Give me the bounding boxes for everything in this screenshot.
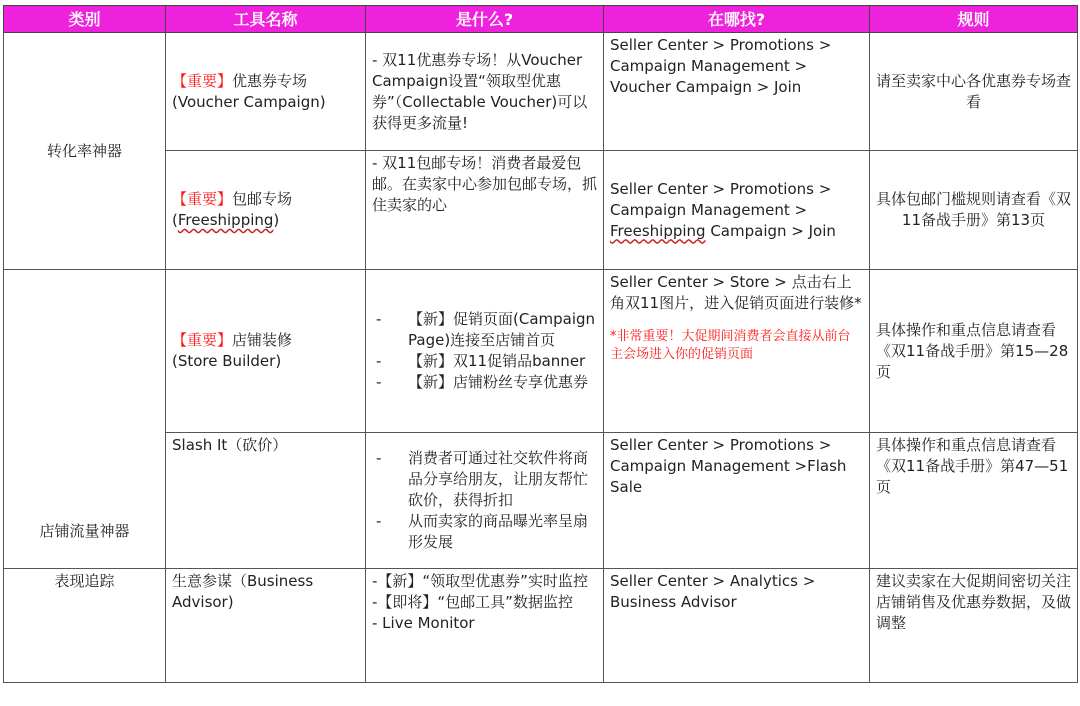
what-slash-it: [366, 433, 604, 569]
freeshipping-word: Freeshipping: [177, 211, 274, 229]
tool-name-main: 优惠券专场: [232, 71, 308, 90]
header-tool-name: 工具名称: [166, 6, 366, 33]
list-item: - Live Monitor: [372, 614, 475, 632]
where-path-word: Freeshipping: [610, 221, 706, 240]
tool-name-freeshipping: [166, 151, 366, 270]
list-item: - 【新】双11促销品banner: [372, 351, 597, 372]
tool-name-sub: (Voucher Campaign): [172, 92, 326, 111]
header-rules: 规则: [870, 6, 1078, 33]
where-business-advisor: Seller Center > Analytics > Business Advisor: [604, 569, 870, 683]
where-path-start: Seller Center > Promotions > Campaign Management >: [610, 179, 832, 219]
list-item: - 消费者可通过社交软件将商品分享给朋友，让朋友帮忙砍价，获得折扣: [372, 448, 597, 511]
tool-name-store-builder: [166, 270, 366, 433]
rule-store-builder: 具体操作和重点信息请查看《双11备战手册》第15—28页: [870, 270, 1078, 433]
rule-business-advisor: 建议卖家在大促期间密切关注店铺销售及优惠券数据，及做调整: [870, 569, 1078, 683]
tool-name-main: 包邮专场: [232, 190, 293, 208]
table-row-freeshipping: [4, 151, 1078, 270]
table-row-slash-it: [4, 433, 1078, 569]
header-what: 是什么?: [366, 6, 604, 33]
tools-table: [3, 5, 1078, 683]
header-category: 类别: [4, 6, 166, 33]
tool-name-slash-it: Slash It（砍价）: [166, 433, 366, 569]
what-business-advisor: [366, 569, 604, 683]
where-slash-it: Seller Center > Promotions > Campaign Management >Flash Sale: [604, 433, 870, 569]
tool-name-sub: (Store Builder): [172, 352, 282, 370]
where-freeshipping: [604, 151, 870, 270]
where-path-end: Campaign > Join: [705, 221, 836, 240]
header-row: [4, 6, 1078, 33]
tool-name-voucher: [166, 33, 366, 151]
table-row-voucher: [4, 33, 1078, 151]
where-path: Seller Center > Store > 点击右上角双11图片，进入促销页面进行装修*: [610, 273, 862, 312]
tool-name-business-advisor: 生意参谋（Business Advisor): [166, 569, 366, 683]
tool-name-main: 店铺装修: [232, 331, 293, 349]
rule-freeshipping: 具体包邮门槛规则请查看《双11备战手册》第13页: [870, 151, 1078, 270]
list-item: - 【新】促销页面(Campaign Page)连接至店铺首页: [372, 309, 597, 351]
category-traffic: 店铺流量神器: [4, 270, 166, 569]
list-item: -【新】“领取型优惠券”实时监控: [372, 572, 588, 590]
where-voucher: Seller Center > Promotions > Campaign Management > Voucher Campaign > Join: [604, 33, 870, 151]
feature-list: [372, 309, 597, 393]
list-item: -【即将】“包邮工具”数据监控: [372, 593, 573, 611]
table-row-business-advisor: [4, 569, 1078, 683]
paren-open: (: [172, 211, 178, 229]
table-row-store-builder: [4, 270, 1078, 433]
what-store-builder: [366, 270, 604, 433]
category-conversion: 转化率神器: [4, 33, 166, 270]
rule-voucher: 请至卖家中心各优惠券专场查看: [870, 33, 1078, 151]
what-freeshipping: - 双11包邮专场！消费者最爱包邮。在卖家中心参加包邮专场，抓住卖家的心: [366, 151, 604, 270]
header-where: 在哪找?: [604, 6, 870, 33]
what-voucher: - 双11优惠券专场！从Voucher Campaign设置“领取型优惠券”（Collectable Voucher)可以获得更多流量!: [366, 33, 604, 151]
where-store-builder: [604, 270, 870, 433]
paren-close: ): [273, 211, 280, 229]
rule-slash-it: 具体操作和重点信息请查看《双11备战手册》第47—51页: [870, 433, 1078, 569]
list-item: - 从而卖家的商品曝光率呈扇形发展: [372, 511, 597, 553]
important-tag: 【重要】: [172, 71, 233, 90]
important-note: *非常重要！大促期间消费者会直接从前台主会场进入你的促销页面: [610, 329, 851, 362]
list-item: - 【新】店铺粉丝专享优惠券: [372, 372, 597, 393]
feature-list: [372, 448, 597, 553]
category-tracking: 表现追踪: [4, 569, 166, 683]
important-tag: 【重要】: [172, 331, 233, 349]
important-tag: 【重要】: [172, 190, 233, 208]
